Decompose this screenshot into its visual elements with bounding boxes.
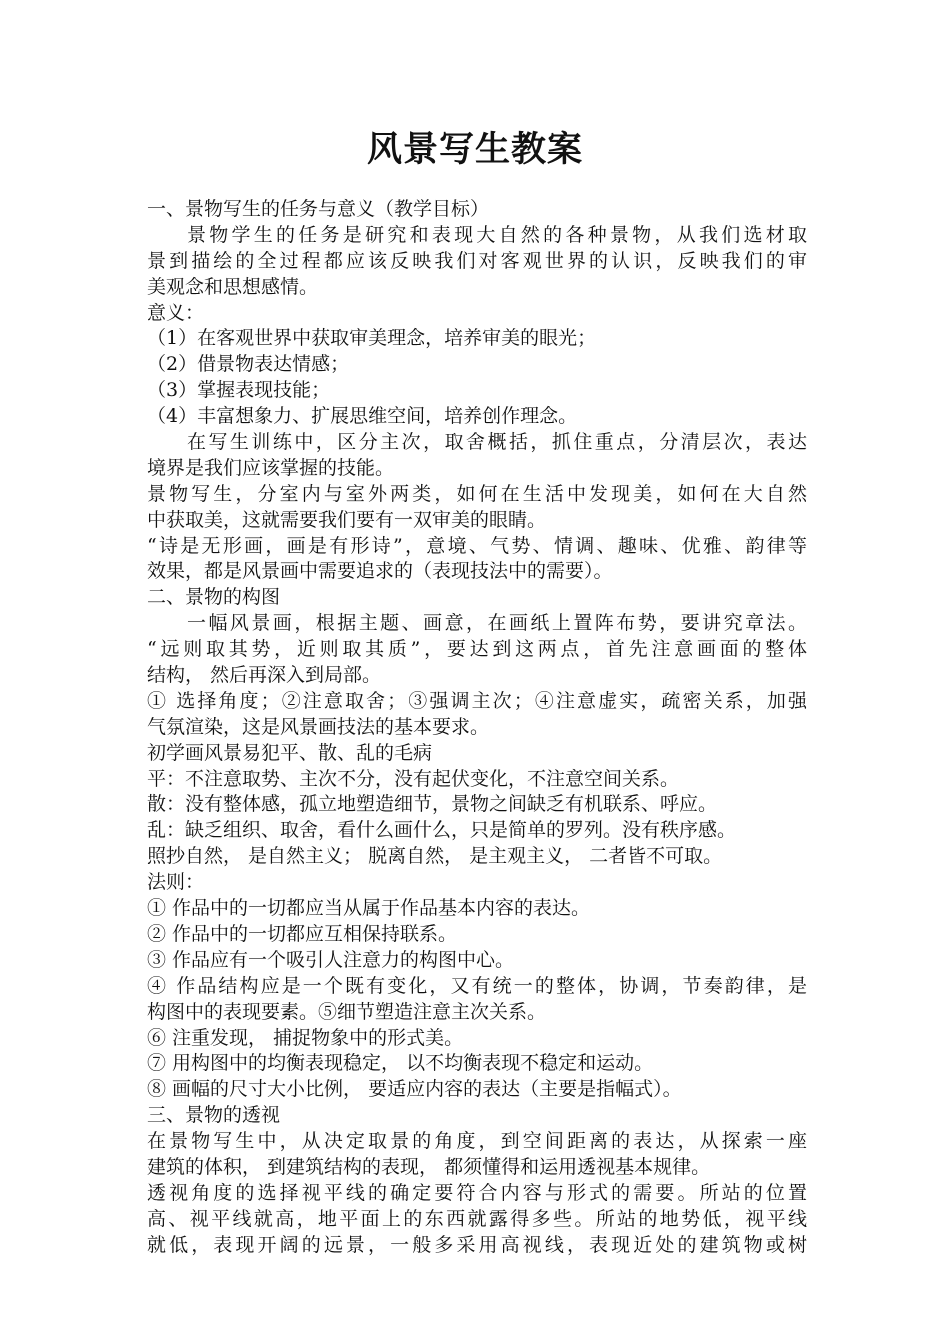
paragraph-line: “远则取其势，近则取其质”，要达到这两点，首先注意画面的整体: [147, 638, 807, 661]
list-item: ⑦ 用构图中的均衡表现稳定， 以不均衡表现不稳定和运动。: [147, 1052, 654, 1075]
paragraph-line: 景物写生，分室内与室外两类，如何在生活中发现美，如何在大自然: [147, 482, 807, 505]
list-item: ③ 作品应有一个吸引人注意力的构图中心。: [147, 948, 515, 971]
paragraph-line: 在景物写生中，从决定取景的角度，到空间距离的表达，从探索一座: [147, 1130, 807, 1153]
paragraph-line: 照抄自然， 是自然主义； 脱离自然， 是主观主义， 二者皆不可取。: [147, 845, 723, 868]
paragraph-line: 平：不注意取势、主次不分，没有起伏变化，不注意空间关系。: [147, 767, 680, 790]
paragraph-line: 初学画风景易犯平、散、乱的毛病: [147, 741, 433, 764]
list-item: （2）借景物表达情感；: [147, 353, 350, 376]
paragraph-line: ① 选择角度；②注意取舍；③强调主次；④注意虚实，疏密关系，加强: [147, 689, 807, 712]
section-heading: 二、景物的构图: [147, 586, 281, 609]
paragraph-line: 景物学生的任务是研究和表现大自然的各种景物，从我们选材取: [187, 223, 807, 246]
list-item: ⑥ 注重发现， 捕捉物象中的形式美。: [147, 1026, 464, 1049]
list-item: ⑧ 画幅的尺寸大小比例， 要适应内容的表达（主要是指幅式）。: [147, 1078, 682, 1101]
document-title: 风景写生教案: [366, 129, 583, 170]
list-item: ② 作品中的一切都应互相保持联系。: [147, 922, 458, 945]
paragraph-line: 散：没有整体感，孤立地塑造细节，景物之间缺乏有机联系、呼应。: [147, 793, 718, 816]
section-heading: 三、景物的透视: [147, 1104, 281, 1127]
paragraph-line: 结构， 然后再深入到局部。: [147, 664, 382, 687]
paragraph-line: 意义：: [147, 301, 205, 324]
paragraph-line: 乱：缺乏组织、取舍，看什么画什么，只是简单的罗列。没有秩序感。: [147, 819, 737, 842]
paragraph-line: 效果，都是风景画中需要追求的（表现技法中的需要）。: [147, 560, 613, 583]
list-item: ① 作品中的一切都应当从属于作品基本内容的表达。: [147, 897, 591, 920]
list-item: 构图中的表现要素。⑤细节塑造注意主次关系。: [147, 1000, 547, 1023]
list-item: ④ 作品结构应是一个既有变化，又有统一的整体，协调，节奏韵律，是: [147, 974, 807, 997]
paragraph-line: 美观念和思想感情。: [147, 275, 319, 298]
paragraph-line: 高、视平线就高，地平面上的东西就露得多些。所站的地势低，视平线: [147, 1207, 807, 1230]
paragraph-line: 透视角度的选择视平线的确定要符合内容与形式的需要。所站的位置: [147, 1181, 807, 1204]
paragraph-line: 景到描绘的全过程都应该反映我们对客观世界的认识，反映我们的审: [147, 249, 807, 272]
list-item: （4）丰富想象力、扩展思维空间，培养创作理念。: [147, 405, 578, 428]
list-item: （3）掌握表现技能；: [147, 379, 331, 402]
paragraph-line: 中获取美，这就需要我们要有一双审美的眼睛。: [147, 508, 547, 531]
list-item: （1）在客观世界中获取审美理念，培养审美的眼光；: [147, 327, 597, 350]
paragraph-line: 法则：: [147, 871, 205, 894]
paragraph-line: 境界是我们应该掌握的技能。: [147, 456, 395, 479]
paragraph-line: 一幅风景画，根据主题、画意，在画纸上置阵布势，要讲究章法。: [187, 612, 807, 635]
section-heading: 一、景物写生的任务与意义（教学目标）: [147, 198, 490, 220]
paragraph-line: “诗是无形画，画是有形诗”，意境、气势、情调、趣味、优雅、韵律等: [147, 534, 807, 557]
paragraph-line: 在写生训练中，区分主次，取舍概括，抓住重点，分清层次，表达: [187, 431, 807, 454]
document-body: [147, 197, 807, 1259]
paragraph-line: 气氛渲染，这是风景画技法的基本要求。: [147, 715, 490, 738]
paragraph-line: 就低，表现开阔的远景，一般多采用高视线，表现近处的建筑物或树: [147, 1233, 807, 1256]
paragraph-line: 建筑的体积， 到建筑结构的表现， 都须懂得和运用透视基本规律。: [147, 1155, 711, 1178]
